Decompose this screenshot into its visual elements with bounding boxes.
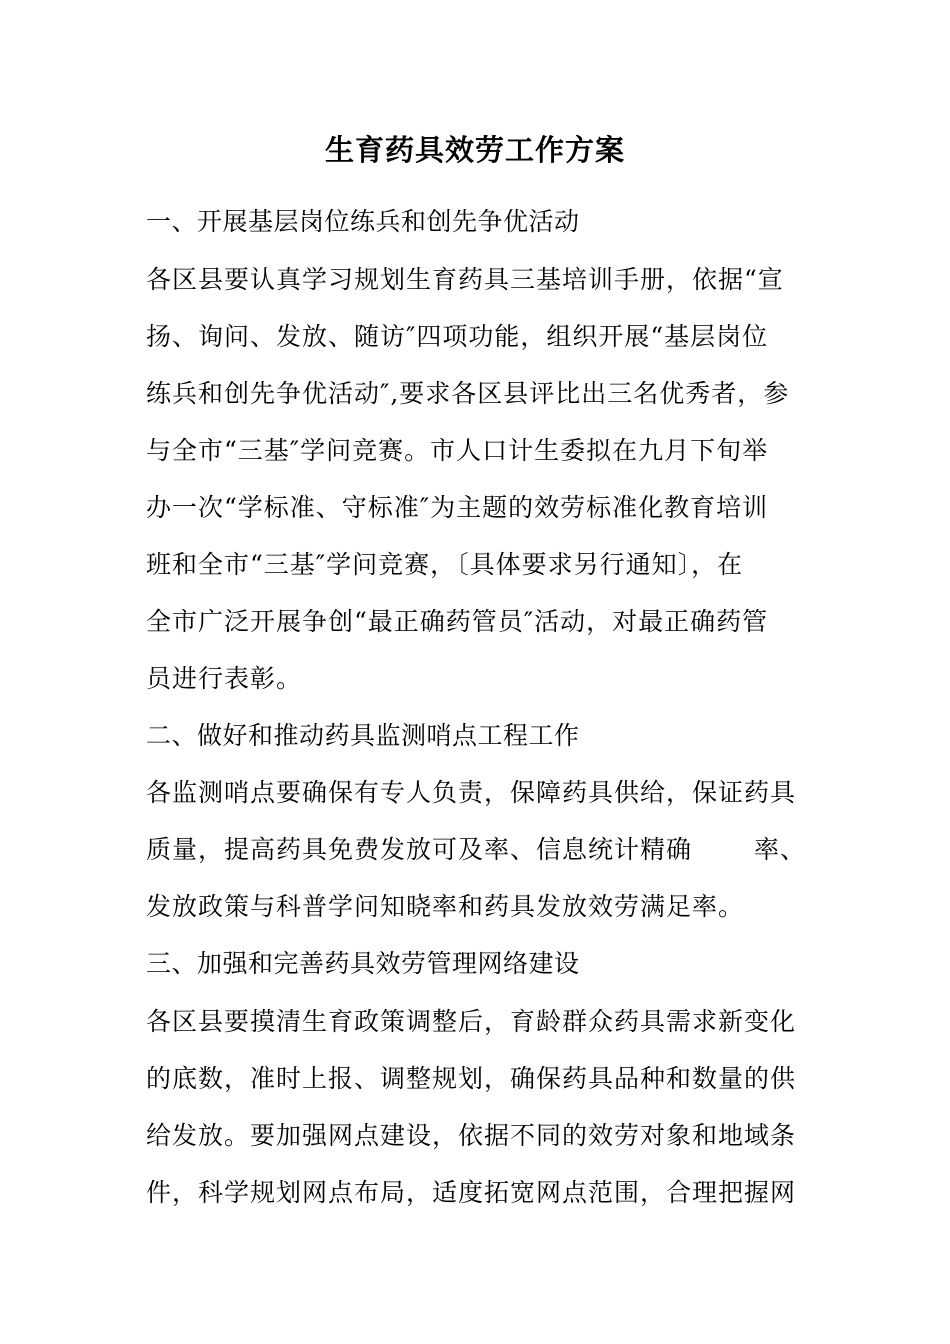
paragraph-line: 员进行表彰。 bbox=[146, 664, 303, 693]
paragraph-line: 与全市“三基″学问竞赛。市人口计生委拟在九月下旬举 bbox=[146, 436, 769, 465]
section-heading-2: 二、做好和推动药具监测哨点工程工作 bbox=[146, 721, 580, 750]
section-heading-1: 一、开展基层岗位练兵和创先争优活动 bbox=[146, 207, 580, 236]
document-title: 生育药具效劳工作方案 bbox=[324, 133, 625, 167]
paragraph-line: 全市广泛开展争创“最正确药管员″活动，对最正确药管 bbox=[146, 607, 769, 636]
paragraph-line: 扬、询问、发放、随访″四项功能，组织开展“基层岗位 bbox=[146, 322, 769, 351]
paragraph-line: 各监测哨点要确保有专人负责，保障药具供给，保证药具 bbox=[146, 778, 797, 807]
paragraph-line: 练兵和创先争优活动″,要求各区县评比出三名优秀者，参 bbox=[146, 379, 790, 408]
paragraph-line: 给发放。要加强网点建设，依据不同的效劳对象和地域条 bbox=[146, 1121, 797, 1150]
paragraph-line: 办一次“学标准、守标准″为主题的效劳标准化教育培训 bbox=[146, 493, 769, 522]
paragraph-line: 班和全市“三基″学问竞赛，〔具体要求另行通知〕，在 bbox=[146, 550, 744, 579]
paragraph-line: 的底数，准时上报、调整规划，确保药具品种和数量的供 bbox=[146, 1064, 797, 1093]
paragraph-line bbox=[146, 832, 810, 868]
section-heading-3: 三、加强和完善药具效劳管理网络建设 bbox=[146, 949, 580, 978]
paragraph-line: 各区县要认真学习规划生育药具三基培训手册，依据“宣 bbox=[146, 265, 784, 294]
paragraph-line: 件，科学规划网点布局，适度拓宽网点范围，合理把握网 bbox=[146, 1178, 797, 1207]
paragraph-line: 各区县要摸清生育政策调整后，育龄群众药具需求新变化 bbox=[146, 1007, 797, 1036]
paragraph-line-segment: 率、 bbox=[754, 835, 807, 864]
paragraph-line-segment: 质量，提高药具免费发放可及率、信息统计精确 bbox=[146, 835, 693, 864]
paragraph-line: 发放政策与科普学问知晓率和药具发放效劳满足率。 bbox=[146, 892, 745, 921]
